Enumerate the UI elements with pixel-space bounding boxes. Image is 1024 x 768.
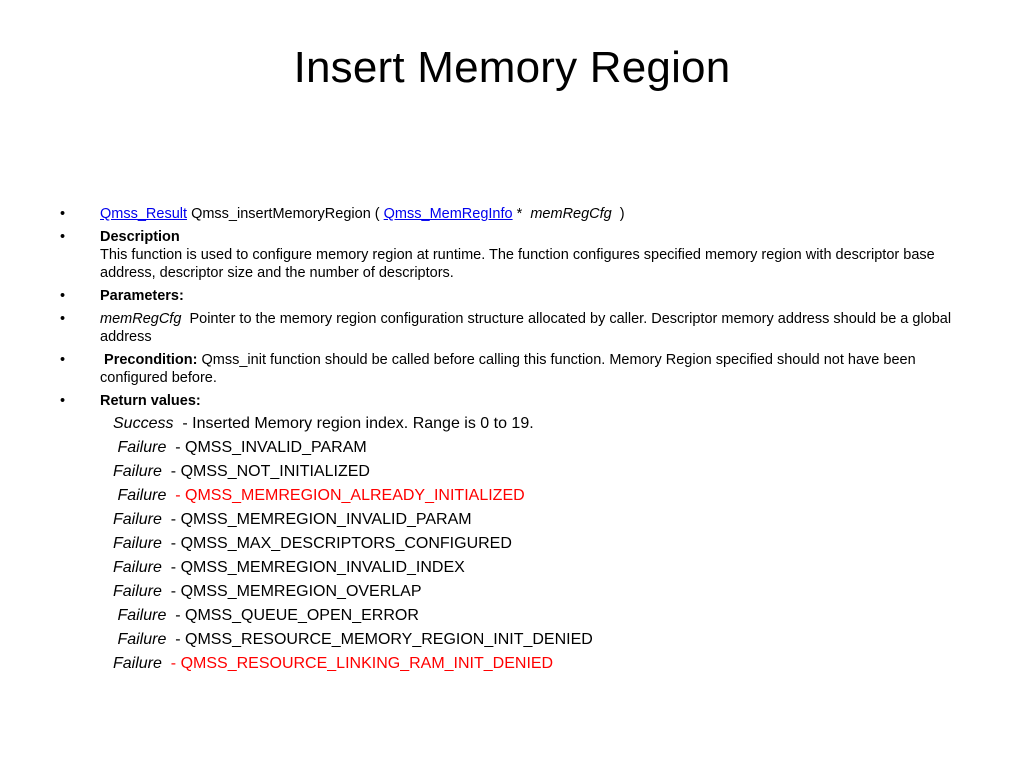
return-value-row: Failure - QMSS_RESOURCE_LINKING_RAM_INIT_DENIED — [113, 655, 554, 672]
return-value-row: Failure - QMSS_QUEUE_OPEN_ERROR — [117, 607, 419, 624]
description-text: This function is used to configure memory region at runtime. The function configures specified memory region with descriptor base address, descriptor size and the number of descriptors. — [100, 247, 935, 281]
return-value-row: Success - Inserted Memory region index. Range is 0 to 19. — [113, 415, 534, 432]
status-label: Failure — [117, 631, 167, 648]
param-name-italic: memRegCfg — [100, 311, 182, 327]
description-label: Description — [100, 229, 180, 245]
return-value-row: Failure - QMSS_MAX_DESCRIPTORS_CONFIGURED — [113, 535, 512, 552]
bullet-dot: • — [60, 352, 66, 368]
return-values-label: Return values: — [100, 393, 201, 409]
return-value-row: Failure - QMSS_MEMREGION_ALREADY_INITIALIZED — [117, 487, 525, 504]
return-value-row: Failure - QMSS_MEMREGION_INVALID_PARAM — [113, 511, 472, 528]
function-name: Qmss_insertMemoryRegion ( — [191, 206, 380, 222]
status-label: Failure — [113, 463, 162, 480]
bullet-dot: • — [60, 288, 66, 304]
slide-title: Insert Memory Region — [293, 43, 731, 92]
qmss-result-link[interactable]: Qmss_Result — [100, 206, 188, 222]
bullet-dot: • — [60, 229, 66, 245]
precondition-text: Qmss_init function should be called before calling this function. Memory Region specified should not have been configured before. — [100, 352, 916, 386]
return-code: QMSS_RESOURCE_MEMORY_REGION_INIT_DENIED — [185, 631, 593, 648]
bullet-precondition — [60, 351, 970, 387]
status-label: Failure — [117, 607, 167, 624]
bullet-signature — [60, 205, 970, 223]
return-value-row: Failure - QMSS_MEMREGION_INVALID_INDEX — [113, 559, 465, 576]
param-text: Pointer to the memory region configuration structure allocated by caller. Descriptor memory address should be a global address — [100, 311, 952, 345]
status-label: Failure — [113, 583, 162, 600]
return-value-row: Failure - QMSS_MEMREGION_OVERLAP — [113, 583, 422, 600]
return-code: QMSS_MEMREGION_INVALID_INDEX — [180, 559, 465, 576]
return-code: QMSS_MAX_DESCRIPTORS_CONFIGURED — [180, 535, 512, 552]
return-value-row: Failure - QMSS_INVALID_PARAM — [117, 439, 367, 456]
bullet-parameters — [60, 287, 970, 305]
param-name: memRegCfg — [530, 206, 612, 222]
return-code: Inserted Memory region index. Range is 0 to 19. — [192, 415, 534, 432]
status-label: Success — [113, 415, 174, 432]
status-label: Failure — [113, 655, 162, 672]
return-code: QMSS_NOT_INITIALIZED — [180, 463, 370, 480]
return-code: QMSS_INVALID_PARAM — [185, 439, 367, 456]
status-label: Failure — [113, 559, 162, 576]
return-code: QMSS_RESOURCE_LINKING_RAM_INIT_DENIED — [180, 655, 554, 672]
close-paren: ) — [619, 206, 625, 222]
bullet-return-values — [60, 392, 970, 410]
return-code: QMSS_MEMREGION_ALREADY_INITIALIZED — [185, 487, 525, 504]
status-label: Failure — [113, 511, 162, 528]
return-value-row: Failure - QMSS_RESOURCE_MEMORY_REGION_INIT_DENIED — [117, 631, 593, 648]
return-code: QMSS_QUEUE_OPEN_ERROR — [185, 607, 419, 624]
bullet-dot: • — [60, 393, 66, 409]
bullet-dot: • — [60, 206, 66, 222]
parameters-label: Parameters: — [100, 288, 184, 304]
bullet-dot: • — [60, 311, 66, 327]
bullet-param — [60, 310, 970, 346]
return-value-row: Failure - QMSS_NOT_INITIALIZED — [113, 463, 370, 480]
return-code: QMSS_MEMREGION_OVERLAP — [180, 583, 422, 600]
status-label: Failure — [117, 439, 167, 456]
bullet-list — [60, 205, 970, 415]
qmss-memreginfo-link[interactable]: Qmss_MemRegInfo — [383, 206, 513, 222]
bullet-description — [60, 228, 970, 282]
status-label: Failure — [117, 487, 167, 504]
precondition-label: Precondition: — [104, 352, 198, 368]
status-label: Failure — [113, 535, 162, 552]
return-code: QMSS_MEMREGION_INVALID_PARAM — [180, 511, 472, 528]
return-values-list — [113, 412, 913, 676]
pointer-symbol: * — [516, 206, 523, 222]
